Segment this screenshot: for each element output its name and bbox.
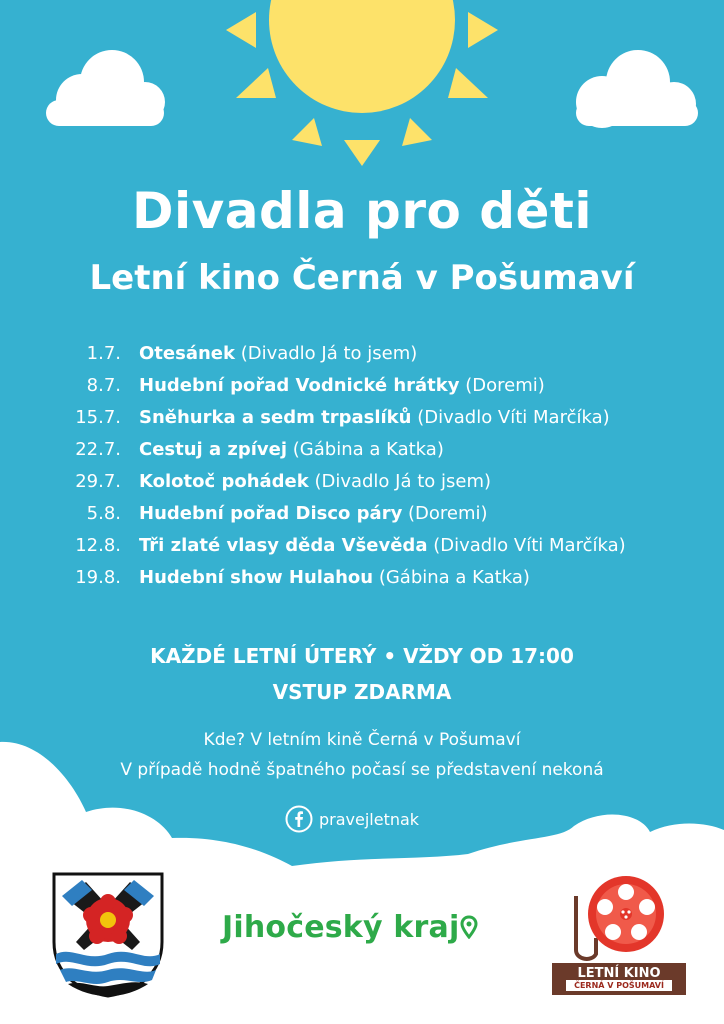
location-pin-icon xyxy=(460,915,478,939)
facebook-link[interactable] xyxy=(285,803,419,835)
program-group: (Doremi) xyxy=(459,375,545,396)
facebook-handle: pravejletnak xyxy=(319,809,420,829)
schedule-text: KAŽDÉ LETNÍ ÚTERÝ • VŽDY OD 17:00 xyxy=(150,644,574,668)
program-title: Sněhurka a sedm trpaslíků xyxy=(139,407,412,428)
program-date: 8.7. xyxy=(86,375,121,396)
program-date: 19.8. xyxy=(75,567,121,588)
program-group: (Gábina a Katka) xyxy=(373,567,530,588)
sun-icon xyxy=(226,0,498,166)
program-group: (Divadlo Já to jsem) xyxy=(308,471,492,492)
program-group: (Divadlo Víti Marčíka) xyxy=(427,535,626,556)
program-title: Cestuj a zpívej xyxy=(139,439,288,460)
program-date: 12.8. xyxy=(75,535,121,556)
program-title: Hudební pořad Vodnické hrátky xyxy=(139,375,460,396)
program-group: (Doremi) xyxy=(402,503,488,524)
program-date: 1.7. xyxy=(86,343,121,364)
program-title: Hudební pořad Disco páry xyxy=(139,503,403,524)
facebook-icon xyxy=(285,805,313,833)
program-group: (Divadlo Já to jsem) xyxy=(234,343,418,364)
cloud-left-icon xyxy=(46,50,165,126)
region-logo xyxy=(222,910,478,945)
program-row xyxy=(0,466,724,498)
program-date: 5.8. xyxy=(86,503,121,524)
cinema-logo-subtitle: ČERNÁ V POŠUMAVÍ xyxy=(574,981,664,990)
program-title: Tři zlaté vlasy děda Vševěda xyxy=(139,535,428,556)
program-title: Kolotoč pohádek xyxy=(139,471,309,492)
program-date: 15.7. xyxy=(75,407,121,428)
program-date: 22.7. xyxy=(75,439,121,460)
program-group: (Gábina a Katka) xyxy=(287,439,444,460)
program-row xyxy=(0,402,724,434)
region-logo-text: Jihočeský kraj xyxy=(222,910,460,945)
program-title: Hudební show Hulahou xyxy=(139,567,374,588)
cinema-logo-title: LETNÍ KINO xyxy=(577,966,661,981)
weather-note: V případě hodně špatného počasí se představení nekoná xyxy=(120,760,604,780)
program-row xyxy=(0,338,724,370)
program-row xyxy=(0,434,724,466)
program-row xyxy=(0,530,724,562)
program-row xyxy=(0,498,724,530)
cinema-banner xyxy=(552,963,686,995)
program-row xyxy=(0,562,724,594)
coat-of-arms-logo xyxy=(52,872,164,998)
program-title: Otesánek xyxy=(139,343,235,364)
film-reel-icon xyxy=(560,868,680,968)
cloud-right-icon xyxy=(576,50,698,128)
location-text: Kde? V letním kině Černá v Pošumaví xyxy=(203,730,521,750)
program-row xyxy=(0,370,724,402)
entry-text: VSTUP ZDARMA xyxy=(272,680,452,704)
program-group: (Divadlo Víti Marčíka) xyxy=(411,407,610,428)
page-subtitle: Letní kino Černá v Pošumaví xyxy=(89,258,635,298)
page-title: Divadla pro děti xyxy=(131,182,592,240)
program-date: 29.7. xyxy=(75,471,121,492)
